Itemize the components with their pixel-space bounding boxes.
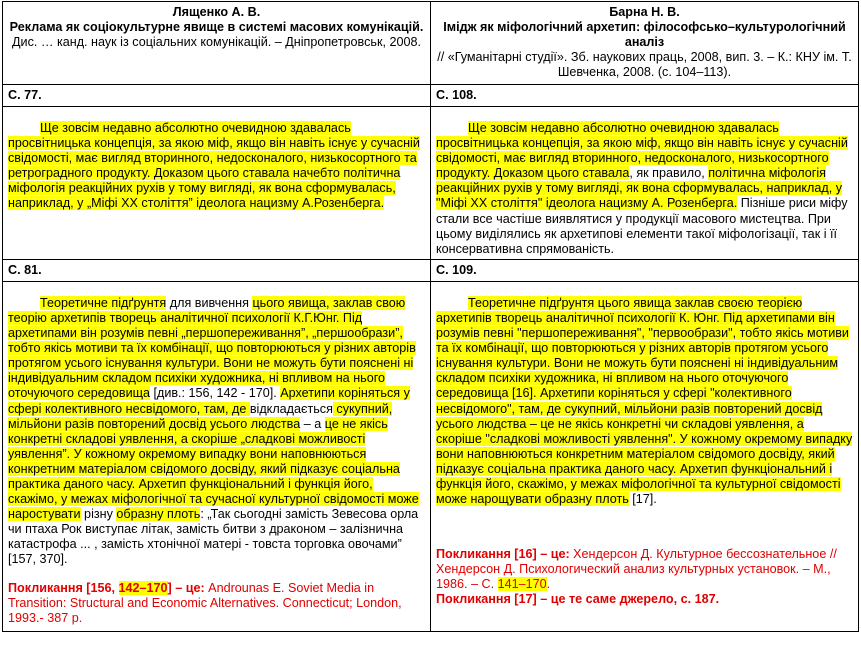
right-passage-2 bbox=[431, 281, 859, 631]
right-source-header bbox=[431, 2, 859, 85]
left-ref-pages: 142–170 bbox=[118, 580, 168, 595]
right-page-1: С. 108. bbox=[431, 85, 859, 107]
right-ref2-text: Покликання [17] – це те саме джерело, с. 187. bbox=[436, 592, 720, 607]
left-passage-2-c: цього явища bbox=[252, 295, 326, 310]
right-reference-2 bbox=[436, 592, 853, 607]
left-source: Дис. … канд. наук із соціальних комунікацій. – Дніпропетровськ, 2008. bbox=[12, 35, 421, 49]
left-passage-2-m: : „Так сьогодні замість Зевесова орла чи птаха Рок виступає літак, замість битви з драконом – залізнична катастрофа ... , замість хтонічної матері - товста торговка овочами” [157, 370]. bbox=[8, 507, 419, 567]
left-title: Реклама як соціокультурне явище в системі масових комунікацій. bbox=[9, 20, 424, 34]
right-passage-2-a: Теоретичне підґрунтя цього явища заклав своєю теорією архетипів творець аналітичної психології К. Юнг. Під архетипами він розумів певні "першопереживання", "первообрази", тобто якісь мотиви та їх комбінації, що повторюються у різних авторів протягом усього існування культури. Вони не можуть бути пояснені ні індивідуальним складом психіки художника, ні впливом на нього оточуючого середовища [16]. Архетипи коріняться у сфері "колективного несвідомого", там, де сукупний, мільйони разів повторений досвід усього людства – це не якісь конкретні чи складові уявлення, а скоріше "сладкові можливості уявлення". У кожному окремому випадку вони наповнюються конкретним матеріалом свідомого досвіду, який підказує соціальна практика даного часу. Архетип функціональний і функція його, скажімо, у межах міфологічної та культурної свідомості може нарощувати образну плоть bbox=[436, 295, 853, 507]
left-passage-2-j: це не якісь конкретні складові уявлення, а скоріше „сладкові можливості уявлення”. У кожному окремому випадку вони наповнюються конкретним матеріалом свідомого досвіду, який підказує соціальна практика даного часу. Архетип функціональний і функція його, скажімо, у межах міфологічної та сучасної культурної свідомості може наростувати bbox=[8, 416, 419, 522]
left-source-header bbox=[3, 2, 431, 85]
left-passage-2-a: Теоретичне підґрунтя bbox=[40, 295, 167, 310]
left-passage-2-b: для вивчення bbox=[166, 295, 253, 310]
right-author: Барна Н. В. bbox=[609, 5, 680, 19]
left-passage-2-e: [див.: 156, 142 - 170]. bbox=[149, 386, 281, 401]
right-passage-1-text-c: політична міфологія реакційних рухів у тому вигляді, як вона сформувалась, наприклад, у "Міфі XX століття" ідеолога нацизму А. Розенберга. bbox=[436, 166, 843, 211]
text-row-2 bbox=[3, 281, 859, 631]
right-reference-1 bbox=[436, 547, 853, 592]
left-reference bbox=[8, 581, 425, 626]
right-passage-1 bbox=[431, 107, 859, 260]
left-author: Лященко А. В. bbox=[172, 5, 261, 19]
left-passage-2 bbox=[3, 281, 431, 631]
left-passage-2-d: , заклав свою теорію архетипів творець аналітичної психології К.Г.Юнг. Під архетипами він розумів певні „першопереживання”, „першообрази”, тобто якісь мотиви та їх комбінації, що повторюються у різних авторів протягом усього існування культури. Вони не можуть бути пояснені ні індивідуальним складом психіки художника, ні впливом на нього оточуючого середовища bbox=[8, 295, 416, 401]
left-ref-label: Покликання [156, bbox=[8, 580, 119, 595]
left-ref-text: Androunas E. Soviet Media in Transition: Structural and Economic Alternatives. Connecticut; London, 1993.- 387 p. bbox=[8, 580, 402, 625]
right-ref1-end: . bbox=[546, 577, 551, 592]
comparison-table bbox=[2, 1, 859, 632]
right-title: Імідж як міфологічний архетип: філософсько–культурологічний аналіз bbox=[443, 20, 846, 49]
text-row-1 bbox=[3, 107, 859, 260]
header-row bbox=[3, 2, 859, 85]
right-passage-2-b: [17]. bbox=[628, 492, 657, 507]
left-ref-label2: ] – це: bbox=[167, 580, 205, 595]
page-row-2 bbox=[3, 259, 859, 281]
left-passage-1-text: Ще зовсім недавно абсолютно очевидною здавалась просвітницька концепція, за якою міф, якщо він навіть існує у сучасній свідомості, має вигляд вторинного, недосконалого, низькосортного та ретроградного продукту. Доказом цього ставала начебто політична міфологія реакційних рухів у тому вигляді, як вона сформувалась, наприклад, у „Міфі XX століття” ідеолога нацизму А.Розенберга. bbox=[8, 121, 420, 211]
left-passage-2-g: відкладається bbox=[249, 401, 333, 416]
right-page-2: С. 109. bbox=[431, 259, 859, 281]
right-ref1-text: Хендерсон Д. Культурное бессознательное // Хендерсон Д. Психологический анализ культурных установок. – М., 1986. – С. bbox=[436, 547, 837, 592]
left-page-2: С. 81. bbox=[3, 259, 431, 281]
left-passage-2-h: сукупний, мільйони разів повторений досвід усього людства bbox=[8, 401, 393, 431]
left-passage-2-f: Архетипи коріняться у сфері колективного несвідомого, там, де bbox=[8, 386, 410, 416]
left-page-1: С. 77. bbox=[3, 85, 431, 107]
right-passage-1-text-b: , як правило, bbox=[629, 166, 709, 181]
left-passage-2-l: образну плоть bbox=[116, 507, 201, 522]
right-ref1-label: Покликання [16] – це: bbox=[436, 547, 570, 562]
left-passage-1 bbox=[3, 107, 431, 260]
right-ref1-pages: 141–170 bbox=[497, 577, 547, 592]
right-passage-1-text-d: Пізніше риси міфу стали все частіше виявлятися у продукції масового мистецтва. При цьому виділялись як архетипові елементи такої міфологізації, так і її консервативна спрямованість. bbox=[436, 196, 848, 256]
right-passage-1-text-a: Ще зовсім недавно абсолютно очевидною здавалась просвітницька концепція, за якою міф, якщо він навіть існує у сучасній свідомості, має вигляд вторинного, недосконалого, низькосортного продукту. Доказом цього ставала bbox=[436, 121, 848, 181]
right-source: // «Гуманітарні студії». Зб. наукових праць, 2008, вип. 3. – К.: КНУ ім. Т. Шевченка, 2008. (с. 104–113). bbox=[437, 50, 852, 79]
page-row-1 bbox=[3, 85, 859, 107]
left-passage-2-i: – а bbox=[300, 416, 325, 431]
left-passage-2-k: різну bbox=[80, 507, 117, 522]
